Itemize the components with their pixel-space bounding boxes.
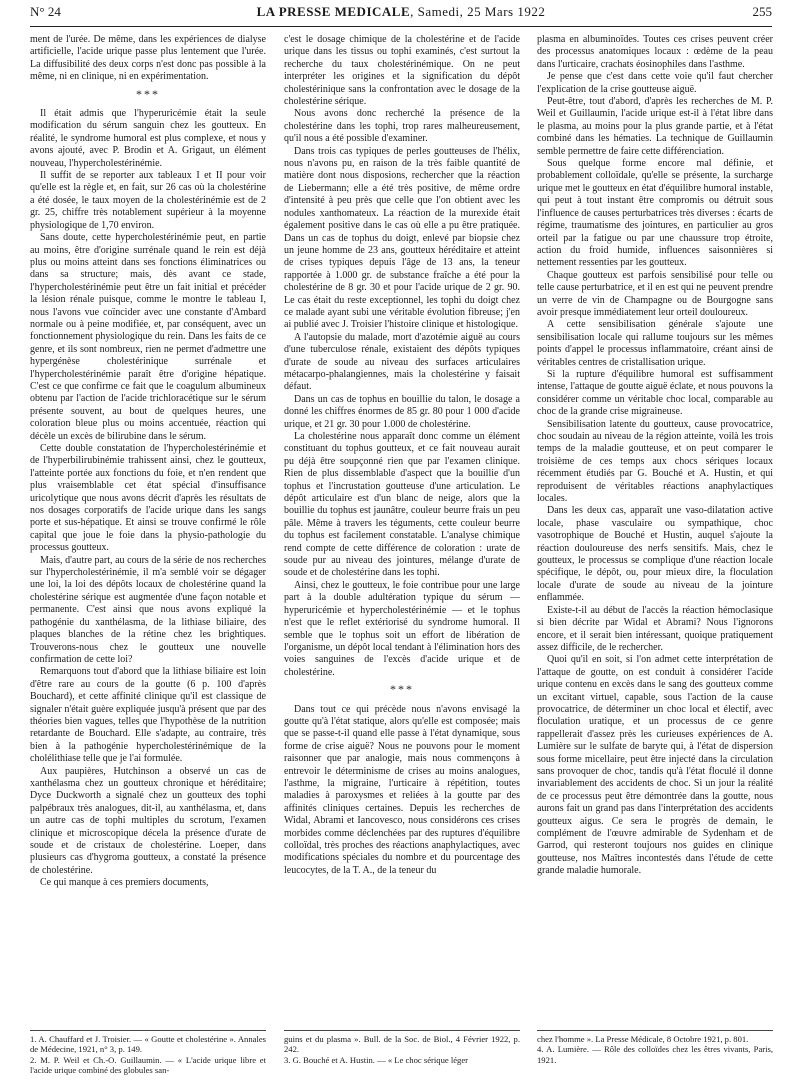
paragraph: Existe-t-il au début de l'accès la réaction hémoclasique si bien décrite par Widal et Abrami? Nous l'ignorons encore, et il serait bien intéressant, quoique pratiquement assez difficile, de le rechercher. <box>537 604 773 653</box>
paragraph: Il suffit de se reporter aux tableaux I et II pour voir qu'elle est la règle et, en fait, sur 26 cas où la cholestérine a été dosée, le taux moyen de la cholestérinémie est de 2 gr. 25, chiffre très notablement supérieur à la moyenne physiologique de 1,70 environ. <box>30 170 266 231</box>
paragraph: Dans un cas de tophus en bouillie du talon, le dosage a donné les chiffres énormes de 85 gr. 80 pour 1 000 d'acide urique, et 21 gr. 30 pour 1.000 de cholestérine. <box>284 393 520 430</box>
paragraph: Je pense que c'est dans cette voie qu'il faut chercher l'explication de la crise goutteuse aiguë. <box>537 71 773 95</box>
paragraph: Dans tout ce qui précède nous n'avons envisagé la goutte qu'à l'état statique, alors qu'elle est composée; mais que se passe-t-il quand elle passe à l'état dynamique, sous forme de crise aiguë? Nous ne pouvons pour le moment raisonner que par analogie, mais nous commençons à entrevoir le déterminisme de crises au moins analogues, l'asthme, la migraine, l'urticaire à répétition, toutes maladies à paroxysmes et reliées à la goutte par des affinités cliniques certaines. Depuis les recherches de Widal, Abrami et Iancovesco, nous considérons ces crises morbides comme déclenchées par des ruptures d'équilibre colloïdal, très proches des réactions anaphylactiques, avec modifications spéciales du nombre et du pourcentage des leucocytes, de la T. A., de la teneur du <box>284 703 520 876</box>
paragraph: A cette sensibilisation générale s'ajoute une sensibilisation locale qui rallume toujours sur les mêmes points d'appel le processus inflammatoire, créant ainsi de véritables centres de cristallisation urique. <box>537 319 773 368</box>
footnote-2: 2. M. P. Weil et Ch.-O. Guillaumin. — « L'acide urique libre et l'acide urique combiné des globules san- <box>30 1054 266 1076</box>
footnote-rule <box>30 1030 266 1031</box>
column-2 <box>284 34 520 877</box>
paragraph: Sensibilisation latente du goutteux, cause provocatrice, choc soudain au niveau de la région atteinte, voilà les trois temps de la maladie goutteuse, et on peut comparer le troisième de ces temps aux chocs sériques locaux récemment étudiés par G. Bouché et A. Hustin, et qui reproduisent de véritables réactions anaphylactiques locales. <box>537 418 773 505</box>
paragraph: Sous quelque forme encore mal définie, et probablement colloïdale, qu'elle se présente, la surcharge urique met le goutteux en état d'équilibre humoral instable, qui peut à tout instant être compromis ou détruit sous l'influence de causes perturbatrices très diverses : écarts de régime, traumatisme des jointures, en particulier au gros orteil par la fatigue ou par une chaussure trop étroite, action du froid humide, influences saisonnières si nettement ressenties par les goutteux. <box>537 158 773 269</box>
masthead <box>30 4 772 20</box>
paragraph: Quoi qu'il en soit, si l'on admet cette interprétation de l'attaque de goutte, on est conduit à considérer l'acide urique contenu en excès dans le sang des goutteux comme un excitant virtuel, capable, sous l'action de la cause provocatrice, de déterminer un choc local et électif, avec floculation uratique, et un processus de ce genre rappellerait d'assez près les curieuses expériences de A. Lumière sur le sulfate de baryte qui, à l'état de dispersion sous forme micellaire, peut être injecté dans la circulation sans provoquer de choc, tandis qu'à l'état floculé il donne invariablement des accidents de choc. Si un jour la réalité de ce processus peut être démontrée dans la goutte, nous aurons fait un grand pas dans l'interprétation des accidents goutteux aigus. Ce sera le progrès de demain, le complément de l'œuvre admirable de Sydenham et de Garrod, qui resteront toujours nos guides en clinique goutteuse, nos Maîtres incontestés dans l'étude de cette grande maladie humorale. <box>537 654 773 877</box>
page-number: 255 <box>752 4 772 19</box>
paragraph: La cholestérine nous apparaît donc comme un élément constituant du tophus goutteux, et ce fait nouveau aurait pu déjà être soupçonné rien que par l'examen clinique. Rien de plus dissemblable d'aspect que la bouillie d'un tophus et l'incrustation goutteuse d'une articulation. Le dépôt articulaire est d'un blanc de neige, alors que la bouillie du tophus est jaunâtre, couleur beurre frais un peu pâle. Même à travers les téguments, cette couleur beurre du tophus est facilement constatable. L'analyse chimique rend compte de cette différence de coloration : urate de soude pur au niveau des jointures, mélange d'urate de soude et de cholestérine dans les tophi. <box>284 431 520 579</box>
paragraph: Mais, d'autre part, au cours de la série de nos recherches sur l'hypercholestérinémie, il m'a semblé voir se dégager une loi, la loi des dépôts locaux de cholestérine quand la cholestérine sérique est augmentée d'une façon notable et permanente. C'est ainsi que nous avons expliqué la pathogénie du xanthélasma, de la lithiase biliaire, des plaques blanches de la rétine chez les brightiques. Trouverons-nous chez le goutteux une nouvelle confirmation de cette loi? <box>30 554 266 665</box>
footnote-3-continued: chez l'homme ». La Presse Médicale, 8 Octobre 1921, p. 801. <box>537 1034 749 1044</box>
footnotes-col3 <box>537 1034 773 1065</box>
paragraph: c'est le dosage chimique de la cholestérine et de l'acide urique dans les tissus ou tophi examinés, c'est surtout la recherche du taux cholestérinémique. On ne peut interpréter les origines et la signification du dépôt cholestérinique sans la confrontation avec le dosage de la cholestérine sérique. <box>284 34 520 108</box>
paragraph: Peut-être, tout d'abord, d'après les recherches de M. P. Weil et Guillaumin, l'acide urique est-il à l'état libre dans le plasma, au moins pour la plus grande partie, et à l'état combiné dans les hématies. La technique de Guillaumin semble permettre de faire cette différenciation. <box>537 96 773 157</box>
column-3 <box>537 34 773 878</box>
paragraph: Ce qui manque à ces premiers documents, <box>40 877 209 889</box>
journal-title: LA PRESSE MEDICALE <box>256 4 411 19</box>
paragraph: plasma en albuminoïdes. Toutes ces crises peuvent créer des processus anatomiques locaux : œdème de la peau dans l'urticaire, crachats éosinophiles dans l'asthme. <box>537 34 773 70</box>
page-header <box>30 4 772 24</box>
paragraph: Aux paupières, Hutchinson a observé un cas de xanthélasma chez un goutteux chronique et héréditaire; Dyce Duckworth a signalé chez un goutteux des tophi palpébraux très analogues, dit-il, au xanthélasma, et, dans un autre cas de tophi multiples du scrotum, l'examen clinique et microscopique décela la présence d'urate de soude et de cristaux de cholestérine. Loeper, dans plusieurs cas d'hygroma goutteux, a constaté la présence de cholestérine. <box>30 765 266 876</box>
section-separator: *** <box>136 86 160 101</box>
footnote-rule <box>284 1030 520 1031</box>
paragraph: Sans doute, cette hypercholestérinémie peut, en partie au moins, être d'origine surrénale quand le rein est déjà plus ou moins atteint dans ses fonctions éliminatrices ou dans sa structure; mais, dès avant ce stade, l'hypercholestérinémie peut être un fait initial et précéder la lésion rénale puisque, comme le montre le tableau I, nous l'avons vue coïncider avec une constante d'Ambard normale ou à peine modifiée, et, par conséquent, avec un fonctionnement physiologique du rein. Dans les faits de ce genre, et ils sont nombreux, rien ne permet d'admettre une hypergénèse cholestérinique surrénale et l'hypercholestérinémie paraît être d'origine hépatique. C'est ce que confirme ce fait que le coagulum albumineux obtenu par l'action de l'acide trichloracétique sur le sérum présente souvent, au bout de quelques heures, une coloration bleue plus ou moins accentuée, réaction qui décèle un excès de bilirubine dans le sérum. <box>30 232 266 442</box>
column-1 <box>30 34 266 890</box>
footnote-4: 4. A. Lumière. — Rôle des colloïdes chez les êtres vivants, Paris, 1921. <box>537 1044 773 1065</box>
footnote-3: 3. G. Bouché et A. Hustin. — « Le choc sérique léger <box>284 1054 469 1065</box>
footnote-1: 1. A. Chauffard et J. Troisier. — « Goutte et cholestérine ». Annales de Médecine, 1921, n° 3, p. 149. <box>30 1034 266 1055</box>
header-rule <box>30 26 772 27</box>
issue-number: N° 24 <box>30 4 61 19</box>
issue-date: , Samedi, 25 Mars 1922 <box>410 4 546 19</box>
paragraph: Dans les deux cas, apparaît une vaso-dilatation active locale, phase vasculaire ou sympathique, choc vasotrophique de Bouché et Hustin, auquel s'ajoute la réaction douloureuse des nerfs sensitifs. Mais, chez le goutteux, le processus se complique d'une réaction locale spécifique, le dépôt, ou, pour mieux dire, la floculation locale d'urate de soude au niveau de la jointure enflammée. <box>537 505 773 604</box>
paragraph: A l'autopsie du malade, mort d'azotémie aiguë au cours d'une tuberculose rénale, existaient des dépôts typiques d'urate de soude au niveau des surfaces articulaires métacarpo-phalangiennes, mais la cholestérine y faisait défaut. <box>284 331 520 393</box>
paragraph: Remarquons tout d'abord que la lithiase biliaire est loin d'être rare au cours de la goutte (6 p. 100 d'après Bouchard), et cette affinité clinique qu'il est classique de signaler n'était guère expliquée jusqu'à présent que par des théories bien vagues, telles que l'hypothèse de la nutrition retardante de Bouchard. Elle s'adapte, au contraire, très bien à la pathogénie hypercholestérinémique de la cholélithiase telle que je l'ai formulée. <box>30 666 266 765</box>
paragraph: Ainsi, chez le goutteux, le foie contribue pour une large part à la double adultération typique du sérum — hyperuricémie et hypercholestérinémie — et le tophus n'est que le reflet extériorisé du syndrome humoral. Il semble que le tophus soit un effort de libération de l'organisme, un dépôt local tendant à l'élimination hors des voies sanguines de l'excès d'acide urique et de cholestérine. <box>284 579 520 678</box>
paragraph: Si la rupture d'équilibre humoral est suffisamment intense, l'attaque de goutte aiguë éclate, et nous pouvons la considérer comme un véritable choc local, comparable au choc de la grande crise migraineuse. <box>537 368 773 418</box>
paragraph: Il était admis que l'hyperuricémie était la seule modification du sérum sanguin chez les goutteux. En réalité, le syndrome humoral est plus complexe, et nous y avons ajouté, avec P. Brodin et A. Grigaut, un élément nouveau, l'hypercholestérinémie. <box>30 108 266 169</box>
section-separator: *** <box>390 682 414 697</box>
footnotes-col2 <box>284 1034 520 1065</box>
footnotes-col1 <box>30 1034 266 1076</box>
paragraph: Dans trois cas typiques de perles goutteuses de l'hélix, nous n'avons pu, en raison de la très faible quantité de matière dont nous disposions, rechercher que la réaction de Liebermann; elle a été très positive, de même ordre d'intensité à peu près que celle que l'on obtient avec les nodules xanthomateux. La réaction de la murexide était également positive dans le cas où elle a pu être pratiquée. Dans un cas de tophus du doigt, enlevé par biopsie chez un jeune homme de 23 ans, goutteux héréditaire et atteint de crises typiques depuis l'âge de 13 ans, la teneur rapportée à 1.000 gr. de substance fraîche a été pour la cholestérine de 8 gr. 30 et pour l'acide urique de 2 gr. 90. Le cas était du reste exceptionnel, les tophi du doigt chez ce malade ayant subi une véritable évolution fibreuse; j'en ai publié avec J. Troisier l'histoire clinique et histologique. <box>284 145 520 331</box>
paragraph: Cette double constatation de l'hypercholestérinémie et de l'hyperbilirubinémie trahissent ainsi, chez le goutteux, l'atteinte portée aux fonctions du foie, et n'en rendent que plus vraisemblable cet état spécial d'insuffisance uricolytique que nous avons décrit d'après les résultats de nos dosages corporatifs de l'acide urique dans les sangs porte et sus-hépatique. Et ainsi se trouve confirmé le rôle capital que joue le foie dans la physio-pathologie du processus goutteux. <box>30 443 266 554</box>
paragraph: ment de l'urée. De même, dans les expériences de dialyse artificielle, l'acide urique passe plus lentement que l'urée. La diffusibilité des deux corps n'est donc pas possible à la même, ni en clinique, ni en expérimentation. <box>30 34 266 83</box>
paragraph: Chaque goutteux est parfois sensibilisé pour telle ou telle cause perturbatrice, et il en est qui ne peuvent prendre un verre de vin de Champagne ou de Bourgogne sans avoir presque immédiatement leur orteil douloureux. <box>537 269 773 318</box>
footnote-rule <box>537 1030 773 1031</box>
paragraph: Nous avons donc recherché la présence de la cholestérine dans les tophi, trop rares malheureusement, qu'il nous a été possible d'examiner. <box>284 108 520 145</box>
footnote-2-continued: guins et du plasma ». Bull. de la Soc. de Biol., 4 Février 1922, p. 242. <box>284 1034 520 1055</box>
